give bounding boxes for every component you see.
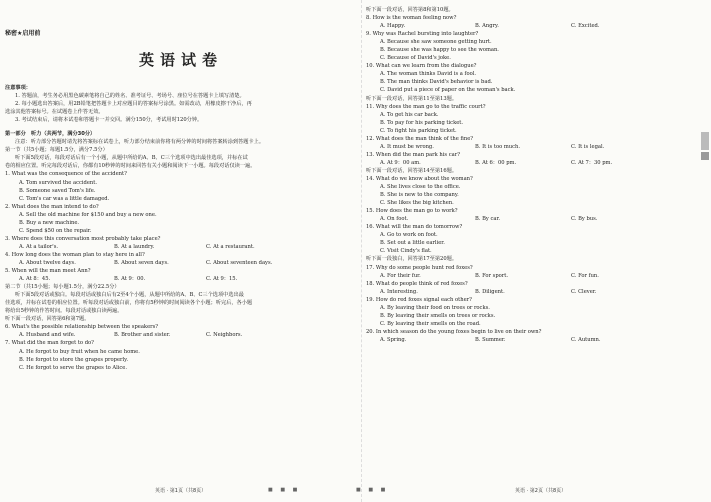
options-row [5, 259, 357, 267]
instruction-line: 听下面一段对话，回答第11至第13题。 [366, 95, 458, 102]
options-row [366, 159, 696, 167]
question-text: 12. What does the man think of the fine? [366, 135, 474, 142]
instruction-line: 听下面一段对话，回答第8和第10题。 [366, 7, 454, 13]
question-text: 10. What can we learn from the dialogue? [366, 63, 477, 70]
option-line: C. He forgot to serve the grapes to Alice. [19, 364, 128, 371]
options-row [366, 22, 696, 30]
option-a: A. At a tailor's. [19, 243, 59, 250]
option-b: B. Angry. [475, 23, 499, 30]
question-text: 13. When did the man park his car? [366, 151, 460, 158]
option-line: A. She lives close to the office. [380, 184, 461, 191]
option-c: C. At a restaurant. [206, 243, 255, 250]
option-c: C. At 9：15. [206, 276, 238, 283]
question-text: 14. What do we know about the woman? [366, 175, 473, 182]
option-c: C. Clever. [571, 288, 597, 295]
option-b: B. It is too much. [475, 143, 520, 150]
option-b: B. About seven days. [114, 259, 169, 266]
option-line: B. Set out a little earlier. [380, 240, 445, 247]
option-b: B. By car. [475, 216, 501, 223]
option-line: B. The man thinks David's behavior is bad. [380, 79, 493, 86]
instruction-line: 听下面一段独白，回答第17至第20题。 [366, 256, 458, 263]
option-b: B. At a laundry. [114, 243, 155, 250]
notes-line: 2. 每小题选出答案后，用2B铅笔把答题卡上对应题目的答案标号涂黑。如需改动，用橡皮擦干净后，再 [15, 101, 252, 108]
notes-heading: 注意事项： [5, 85, 31, 91]
notes-line: 选涂其他答案标号。在试题卷上作答无效。 [5, 109, 104, 116]
option-a: A. Husband and wife. [19, 332, 76, 339]
option-a: A. About twelve days. [19, 259, 76, 266]
section-heading: 第二节（共15小题；每小题1.5分，满分22.5分） [5, 284, 120, 291]
option-line: C. To fight his parking ticket. [380, 127, 457, 134]
crop-marks-left: ■ ■ ■ [268, 487, 301, 493]
option-line: A. Sell the old machine for $150 and buy a new one. [19, 211, 157, 218]
option-line: B. Someone saved Tom's life. [19, 187, 96, 194]
section1-instruction: 卷的相应位置。听完每段对话后，你都有10秒钟的时间来回答有关小题和阅读下一小题。每段对话仅读一遍。 [5, 163, 256, 170]
question-text: 8. How is the woman feeling now? [366, 15, 457, 22]
option-line: A. Tom survived the accident. [19, 179, 98, 186]
page-footer-left: 英语 · 第1页（共8页） [155, 488, 207, 494]
option-line: A. Because she saw someone getting hurt. [380, 39, 492, 46]
question-text: 6. What's the possible relationship between the speakers? [5, 324, 159, 331]
options-row [366, 288, 696, 296]
option-a: A. At 8：45. [19, 276, 51, 283]
option-b: B. At 9：00. [114, 276, 146, 283]
right-question-list [366, 6, 696, 344]
question-text: 5. When will the man meet Ann? [5, 268, 91, 275]
left-question-list [5, 170, 357, 371]
question-text: 15. How does the man go to work? [366, 208, 458, 215]
option-c: C. Autumn. [571, 336, 601, 343]
option-a: A. For their fur. [380, 272, 421, 279]
side-tab-marker [701, 152, 709, 160]
question-text: 7. What did the man forget to do? [5, 340, 94, 347]
option-b: B. Diligent. [475, 288, 505, 295]
option-b: B. Brother and sister. [114, 332, 171, 339]
options-row [5, 243, 357, 251]
option-a: A. On foot. [380, 216, 409, 223]
instruction-line: 听下面一段对话，回答第14至第16题。 [366, 167, 458, 174]
question-text: 20. In which season do the young foxes begin to live on their own? [366, 328, 542, 335]
section1-instruction: 听下面5段对话，每段对话后有一个小题，从题中所给的A、B、C三个选项中选出最佳选项，并标在试 [15, 155, 248, 162]
instruction-line: 佳选项，并标在试卷的相应位置。听每段对话或独白前，你将有5秒钟的时间阅读各个小题；听完后，各小题 [5, 300, 253, 307]
options-row [366, 215, 696, 223]
question-text: 11. Why does the man go to the traffic court? [366, 103, 486, 110]
instruction-line: 听下面一段对话，回答第6和第7题。 [5, 316, 90, 323]
option-b: B. Summer. [475, 336, 506, 343]
question-text: 4. How long does the woman plan to stay here in all? [5, 251, 145, 258]
section1-heading: 第一节（共5小题；每题1.5分，满分7.5分） [5, 147, 108, 154]
instruction-line: 将给出5秒钟的作答时间。每段对话或独白读两遍。 [5, 308, 123, 315]
notes-line: 1. 答题前，考生务必用黑色碳素笔将自己的姓名、准考证号、考场号、座位号在答题卡上填写清楚。 [15, 93, 245, 100]
option-b: B. At 6：00 pm. [475, 159, 517, 166]
instruction-line: 听下面5段对话或独白。每段对话或独白后有2至4个小题，从题中所给的A、B、C三个选项中选出最 [15, 292, 244, 299]
option-line: A. Go to work on foot. [380, 232, 438, 239]
options-row [366, 272, 696, 280]
side-tab-marker [701, 132, 709, 150]
left-column [5, 6, 357, 372]
options-row [5, 331, 357, 339]
options-row [5, 275, 357, 283]
options-row [366, 143, 696, 151]
question-text: 3. Where does this conversation most probably take place? [5, 235, 161, 242]
option-line: A. The woman thinks David is a fool. [380, 71, 477, 78]
option-line: A. He forgot to buy fruit when he came home. [19, 348, 140, 355]
options-row [366, 336, 696, 344]
option-line: C. Visit Cindy's flat. [380, 248, 432, 255]
option-c: C. Neighbors. [206, 332, 243, 339]
question-text: 18. What do people think of red foxes? [366, 280, 468, 287]
notes-line: 3. 考试结束后，请将本试卷和答题卡一并交回。满分150分，考试用时120分钟。 [15, 117, 203, 124]
crop-marks-right: ■ ■ ■ [356, 487, 389, 493]
option-line: A. By leaving their food on trees or rocks. [380, 304, 490, 311]
option-a: A. Happy. [380, 23, 406, 30]
option-a: A. It must be wrong. [380, 143, 434, 150]
question-text: 17. Why do some people hunt red foxes? [366, 264, 473, 271]
option-line: A. To get his car back. [380, 111, 439, 118]
exam-title: 英语试卷 [138, 51, 223, 69]
option-a: A. Spring. [380, 336, 407, 343]
option-a: A. Interesting. [380, 288, 418, 295]
secret-label: 秘密★启用前 [5, 30, 41, 37]
option-line: C. David put a piece of paper on the woman's back. [380, 87, 516, 94]
right-column [366, 6, 696, 344]
option-line: B. Because she was happy to see the woman. [380, 47, 499, 54]
option-a: A. At 9：00 am. [380, 159, 421, 166]
question-text: 9. Why was Rachel bursting into laughter? [366, 31, 479, 38]
option-c: C. For fun. [571, 272, 599, 279]
part1-heading: 第一部分 听力（共两节，满分30分） [5, 131, 96, 138]
option-line: C. By leaving their smells on the road. [380, 320, 481, 327]
question-text: 19. How do red foxes signal each other? [366, 296, 472, 303]
option-c: C. By bus. [571, 216, 598, 223]
option-b: B. For sport. [475, 272, 508, 279]
part1-intro: 注意：听力部分答题时请先将答案标在试卷上，听力部分结束前你将有两分钟的时间将答案转涂到答题卡上。 [15, 139, 265, 146]
option-line: B. He forgot to store the grapes properly. [19, 356, 129, 363]
option-line: B. She is new to the company. [380, 192, 459, 199]
option-line: C. Spend $50 on the repair. [19, 227, 92, 234]
question-text: 2. What does the man intend to do? [5, 203, 99, 210]
option-c: C. It is legal. [571, 143, 605, 150]
option-line: C. She likes the big kitchen. [380, 200, 454, 207]
question-text: 16. What will the man do tomorrow? [366, 224, 463, 231]
option-line: C. Tom's car was a little damaged. [19, 195, 110, 202]
question-text: 1. What was the consequence of the accident? [5, 171, 127, 178]
option-line: B. Buy a new machine. [19, 219, 80, 226]
option-c: C. Excited. [571, 23, 600, 30]
page-footer-right: 英语 · 第2页（共8页） [515, 488, 567, 494]
option-line: B. To pay for his parking ticket. [380, 119, 464, 126]
option-line: B. By leaving their smells on trees or rocks. [380, 312, 496, 319]
option-c: C. About seventeen days. [206, 259, 273, 266]
page-fold-line [361, 0, 362, 502]
option-c: C. At 7：30 pm. [571, 159, 613, 166]
option-line: C. Because of David's joke. [380, 55, 451, 62]
